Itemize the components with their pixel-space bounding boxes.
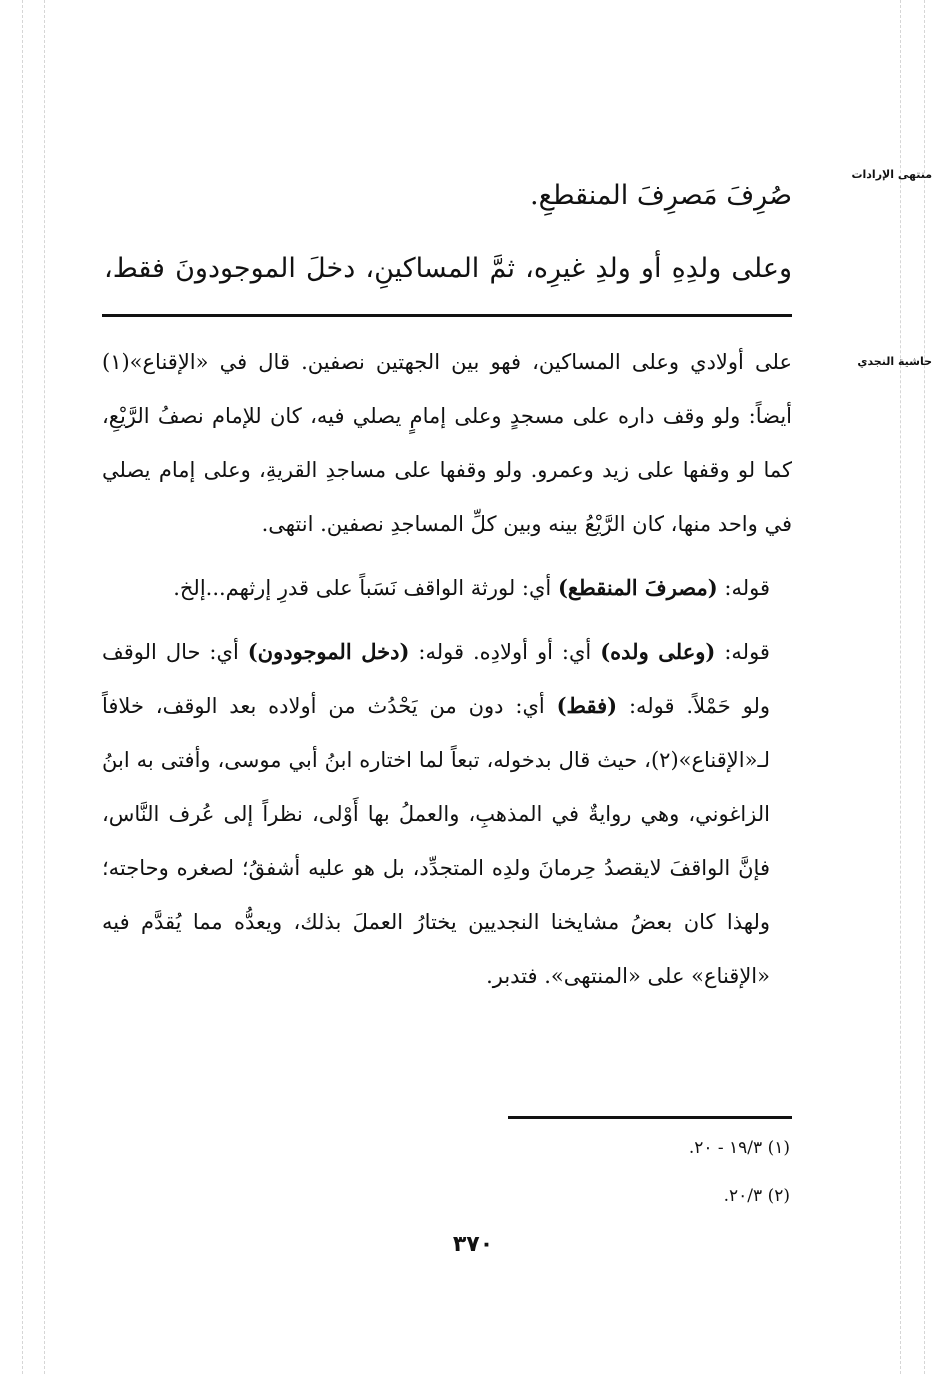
scan-guide-line (44, 0, 45, 1374)
scan-guide-line (924, 0, 925, 1374)
paragraph-text: أي: دون من يَحْدُث من أولاده بعد الوقف، خلافاً لـ«الإقناع»(٢)، حيث قال بدخوله، تبعاً لما اختاره ابنُ أبي موسى، وأفتى به ابنُ الزاغوني، وهي روايةٌ في المذهبِ، والعملُ بها أَوْلى، نظراً إلى عُرف النَّاس، فإنَّ الواقفَ لايقصدُ حِرمانَ ولدِه المتجدِّد، بل هو عليه أشفقُ؛ لصغره وحاجته؛ ولهذا كان بعضُ مشايخنا النجديين يختارُ العملَ بذلك، ويعدُّه مما يُقدَّم فيه «الإقناع» على «المنتهى». فتدبر. (102, 694, 770, 988)
commentary-body (102, 335, 792, 1013)
paragraph-text: أي: لورثة الواقف نَسَباً على قدرِ إرثهم...إلخ. (173, 576, 552, 600)
margin-label-hashiya: حاشية النجدي (857, 355, 932, 368)
matn-line-2: وعلى ولدِهِ أو ولدِ غيرِه، ثمَّ المساكينِ، دخلَ الموجودونَ فقط، (104, 253, 792, 284)
lemma-bold: (وعلى ولده) (600, 639, 716, 664)
paragraph-text: أي: أو أولادِه. قوله: (418, 640, 592, 664)
footnote-2: (٢) ٢٠/٣. (723, 1186, 790, 1206)
lemma-bold: (فقط) (556, 693, 618, 718)
commentary-paragraph-2 (102, 561, 792, 615)
scan-guide-line (22, 0, 23, 1374)
paragraph-intro: قوله: (724, 640, 770, 664)
page-number: ٣٧٠ (452, 1232, 494, 1257)
matn-line-1: صُرِفَ مَصرِفَ المنقطعِ. (530, 180, 792, 211)
commentary-paragraph-1: على أولادي وعلى المساكين، فهو بين الجهتين نصفين. قال في «الإقناع»(١) أيضاً: ولو وقف داره على مسجدٍ وعلى إمامٍ يصلي فيه، كان للإمام نصفُ الرَّيْعِ، كما لو وقفها على زيد وعمرو. ولو وقفها على مساجدِ القريةِ، وعلى إمام يصلي في واحد منها، كان الرَّيْعُ بينه وبين كلِّ المساجدِ نصفين. انتهى. (102, 350, 792, 536)
scan-guide-line (900, 0, 901, 1374)
commentary-paragraph-3 (102, 625, 792, 1003)
footnote-separator-rule (508, 1116, 792, 1119)
footnote-1: (١) ١٩/٣ - ٢٠. (688, 1138, 790, 1158)
paragraph-text: أي: حال الوقف ولو حَمْلاً. قوله: (102, 640, 770, 718)
lemma-bold: (مصرفَ المنقطع) (557, 575, 718, 600)
paragraph-intro: قوله: (724, 576, 770, 600)
margin-label-matn: منتهى الإرادات (851, 168, 932, 181)
lemma-bold: (دخل الموجودون) (247, 639, 410, 664)
matn-separator-rule (102, 314, 792, 317)
